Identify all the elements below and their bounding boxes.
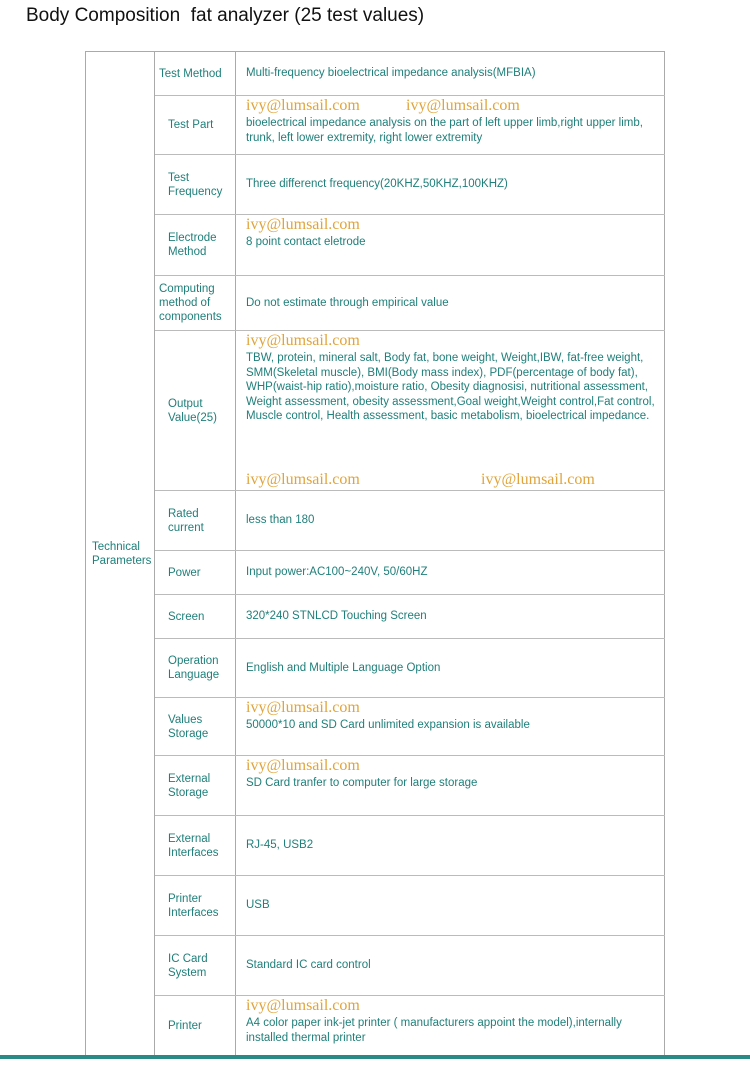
row-value: 320*240 STNLCD Touching Screen: [246, 610, 427, 623]
row-value-cell: [236, 936, 665, 995]
watermark-text: ivy@lumsail.com: [406, 97, 520, 114]
row-value-cell: [236, 276, 665, 330]
table-row: [155, 639, 665, 698]
row-value: USB: [246, 899, 270, 912]
table-row: [155, 96, 665, 155]
row-value: TBW, protein, mineral salt, Body fat, bone weight, Weight,IBW, fat-free weight, SMM(Skeletal muscle), BMI(Body mass index), PDF(percentage of body fat), WHP(waist-hip ratio),moisture ratio, Obesity diagnosisi, nutritional assessment, Weight assessment, obesity assessment,Goal weight,Weight control,Fat control, Muscle control, Health assessment, basic metabolism, bioelectrical impedance.: [246, 352, 655, 422]
row-value: Standard IC card control: [246, 959, 371, 972]
table-row: [155, 491, 665, 551]
row-label: Output Value(25): [155, 331, 236, 490]
group-label: Technical Parameters: [86, 52, 155, 1055]
row-value: SD Card tranfer to computer for large storage: [246, 777, 478, 789]
row-value-cell: [236, 996, 665, 1056]
watermark-text: ivy@lumsail.com: [246, 699, 360, 716]
row-label: IC Card System: [155, 936, 236, 995]
page-title: Body Composition fat analyzer (25 test values): [26, 5, 425, 26]
row-value: English and Multiple Language Option: [246, 661, 441, 674]
table-row: [155, 756, 665, 816]
table-row: [155, 936, 665, 996]
row-value-cell: [236, 816, 665, 875]
row-label: Printer: [155, 996, 236, 1056]
row-value: 50000*10 and SD Card unlimited expansion is available: [246, 719, 530, 731]
row-label: Electrode Method: [155, 215, 236, 275]
table-row: [155, 551, 665, 595]
watermark-text: ivy@lumsail.com: [481, 471, 595, 488]
row-label: Operation Language: [155, 639, 236, 697]
watermark-text: ivy@lumsail.com: [246, 97, 360, 114]
row-value: Multi-frequency bioelectrical impedance analysis(MFBIA): [246, 67, 536, 80]
table-row: [155, 996, 665, 1056]
table-row: [155, 215, 665, 276]
row-label: Test Method: [155, 52, 236, 95]
watermark-text: ivy@lumsail.com: [246, 332, 360, 349]
row-value-cell: [236, 491, 665, 550]
row-value-cell: [236, 595, 665, 638]
row-value: bioelectrical impedance analysis on the part of left upper limb,right upper limb, trunk, left lower extremity, right lower extremity: [246, 117, 643, 144]
row-value: Three differenct frequency(20KHZ,50KHZ,100KHZ): [246, 178, 508, 191]
row-value: Do not estimate through empirical value: [246, 296, 449, 309]
table-row: [155, 816, 665, 876]
row-label: Printer Interfaces: [155, 876, 236, 935]
table-row: [155, 276, 665, 331]
row-label: Test Part: [155, 96, 236, 154]
row-value: Input power:AC100~240V, 50/60HZ: [246, 566, 428, 579]
row-label: Computing method of components: [155, 276, 236, 330]
row-value: less than 180: [246, 514, 315, 527]
row-value-cell: [236, 52, 665, 95]
row-value: RJ-45, USB2: [246, 839, 314, 852]
table-row: [155, 876, 665, 936]
row-value-cell: [236, 155, 665, 214]
row-label: Rated current: [155, 491, 236, 550]
spec-table: [85, 51, 665, 1055]
row-label: External Storage: [155, 756, 236, 815]
row-value-cell: [236, 215, 665, 275]
watermark-text: ivy@lumsail.com: [246, 757, 360, 774]
row-value-cell: [236, 639, 665, 697]
row-value-cell: [236, 331, 665, 490]
row-value: A4 color paper ink-jet printer ( manufacturers appoint the model),internally installed thermal printer: [246, 1017, 622, 1044]
table-row: [155, 595, 665, 639]
row-label: External Interfaces: [155, 816, 236, 875]
watermark-text: ivy@lumsail.com: [246, 471, 360, 488]
row-value-cell: [236, 96, 665, 154]
row-value-cell: [236, 876, 665, 935]
row-value: 8 point contact eletrode: [246, 236, 366, 248]
table-row: [155, 698, 665, 756]
table-row: [155, 331, 665, 491]
row-value-cell: [236, 756, 665, 815]
row-label: Test Frequency: [155, 155, 236, 214]
row-label: Values Storage: [155, 698, 236, 755]
table-row: [155, 52, 665, 96]
row-value-cell: [236, 698, 665, 755]
row-label: Power: [155, 551, 236, 594]
watermark-text: ivy@lumsail.com: [246, 216, 360, 233]
table-row: [155, 155, 665, 215]
footer-bar: [0, 1055, 750, 1059]
watermark-text: ivy@lumsail.com: [246, 997, 360, 1014]
row-value-cell: [236, 551, 665, 594]
row-label: Screen: [155, 595, 236, 638]
